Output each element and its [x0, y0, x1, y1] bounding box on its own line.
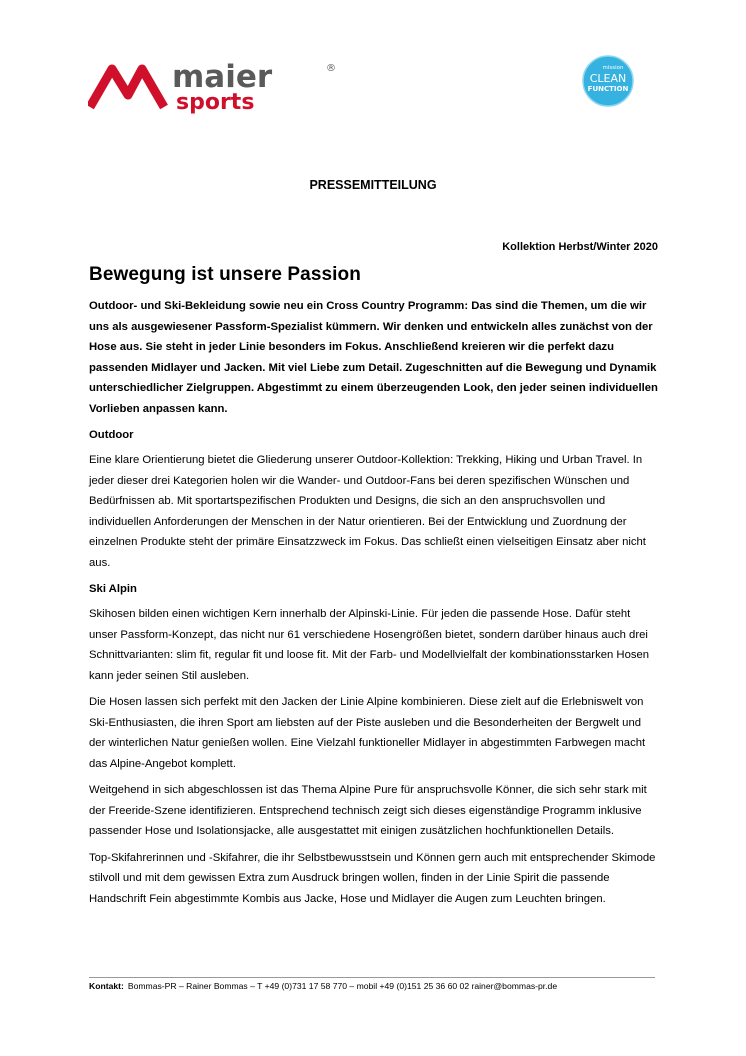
- footer-contact-label: Kontakt:: [89, 981, 124, 991]
- document-type-heading: PRESSEMITTEILUNG: [309, 178, 437, 192]
- badge-line2-text: FUNCTION: [587, 85, 629, 93]
- logo-registered-mark: ®: [326, 63, 336, 74]
- logo-chevron-mark: [90, 69, 164, 107]
- ski-alpin-paragraph-3: Weitgehend in sich abgeschlossen ist das Thema Alpine Pure für anspruchsvolle Könner, die sich sehr stark mit der Freeride-Szene identifizieren. Entsprechend technisch zeigt sich dieses eigenständige Programm inklusive passender Hose und Isolationsjacke, alle ausgestattet mit einigen zusätzlichen hochfunktionellen Details.: [89, 784, 647, 837]
- logo-top-text: maier: [172, 59, 273, 95]
- ski-alpin-paragraph-2: Die Hosen lassen sich perfekt mit den Jacken der Linie Alpine kombinieren. Diese zielt auf die Erlebniswelt von Ski-Enthusiasten, die ihren Sport am liebsten auf der Piste ausleben und die Besonderheiten der Bergwelt und der winterlichen Natur genießen wollen. Eine Vielzahl funktioneller Midlayer in abgestimmten Farbwegen macht das Alpine-Angebot komplett.: [89, 696, 646, 770]
- collection-label: Kollektion Herbst/Winter 2020: [502, 241, 658, 253]
- contact-footer: [89, 977, 655, 992]
- ski-alpin-paragraph-1: Skihosen bilden einen wichtigen Kern innerhalb der Alpinski-Linie. Für jeden die passende Hose. Dafür steht unser Passform-Konzept, das nicht nur 61 verschiedene Hosengrößen bietet, sondern darüber hinaus auch drei Schnittvarianten: slim fit, regular fit und loose fit. Mit der Farb- und Modellvielfalt der kombinationsstarken Hosen kann jeder seinen Stil ausleben.: [89, 608, 650, 682]
- logo-bottom-text: sports: [176, 90, 255, 115]
- maier-sports-logo: [88, 55, 348, 115]
- section-heading-outdoor: Outdoor: [89, 429, 134, 441]
- badge-small-text: mission: [602, 65, 624, 71]
- footer-contact-text: Bommas-PR – Rainer Bommas – T +49 (0)731 17 58 770 – mobil +49 (0)151 25 36 60 02 rainer@bommas-pr.de: [127, 981, 558, 991]
- outdoor-paragraph: Eine klare Orientierung bietet die Gliederung unserer Outdoor-Kollektion: Trekking, Hiking und Urban Travel. In jeder dieser drei Kategorien holen wir die Wander- und Outdoor-Fans bei deren spezifischen Wünschen und Bedürfnissen ab. Mit sportartspezifischen Produkten und Designs, die sich an den anspruchsvollen und individuellen Anforderungen der Menschen in der Natur orientieren. Bei der Entwicklung und Zuordnung der einzelnen Produkte steht der primäre Einsatzzweck im Fokus. Das schließt einen vielseitigen Einsatz aber nicht aus.: [89, 454, 646, 569]
- article-title: Bewegung ist unsere Passion: [89, 264, 361, 285]
- ski-alpin-paragraph-4: Top-Skifahrerinnen und -Skifahrer, die ihr Selbstbewusstsein und Können gern auch mit entsprechender Skimode stilvoll und mit dem gewissen Extra zum Ausdruck bringen wollen, finden in der Linie Spirit die passende Handschrift Fein abgestimmte Kombis aus Jacke, Hose und Midlayer die Augen zum Leuchten bringen.: [89, 851, 656, 905]
- article-body: [89, 263, 659, 915]
- badge-line1-text: CLEAN: [589, 72, 627, 85]
- article-lead: Outdoor- und Ski-Bekleidung sowie neu ein Cross Country Programm: Das sind die Themen, um die wir uns als ausgewiesener Passform-Spezialist kümmern. Wir denken und entwickeln alles zunächst von der Hose aus. Sie steht in jeder Linie besonders im Fokus. Anschließend kreieren wir die perfekt dazu passenden Midlayer und Jacken. Mit viel Liebe zum Detail. Zugeschnitten auf die Bewegung und Dynamik unterschiedlicher Zielgruppen. Abgestimmt zu einem überzeugenden Look, den jeder seinen individuellen Vorlieben anpassen kann.: [89, 300, 658, 415]
- section-heading-ski-alpin: Ski Alpin: [89, 583, 137, 595]
- clean-function-badge: [582, 55, 634, 107]
